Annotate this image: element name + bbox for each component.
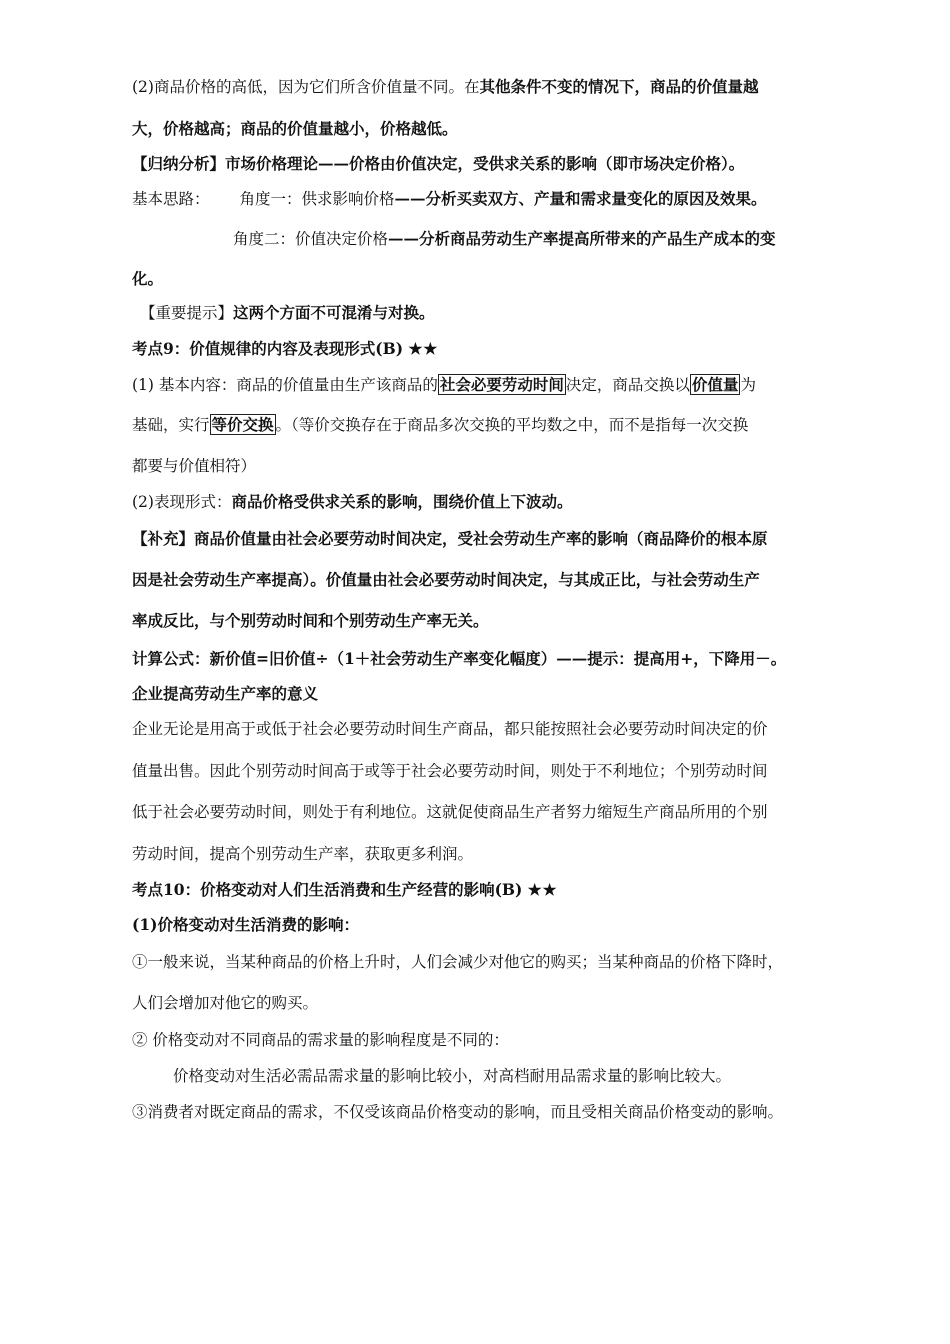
kaodian-9-basic-content-2 (132, 414, 832, 436)
text-segment: 。（等价交换存在于商品多次交换的平均数之中，而不是指每一次交换 (275, 416, 749, 434)
basic-approach-line (132, 188, 832, 210)
formula-line: 计算公式：新价值=旧价值÷（1＋社会劳动生产率变化幅度）——提示：提高用+，下降用－。 (132, 649, 787, 668)
important-note (140, 302, 840, 324)
text-segment: 决定，商品交换以 (565, 376, 690, 394)
kaodian-10-title: 考点10：价格变动对人们生活消费和生产经营的影响(B) (132, 880, 523, 899)
text-segment: (2)表现形式： (132, 493, 232, 511)
significance-heading: 企业提高劳动生产率的意义 (132, 684, 319, 703)
supplement-line-3: 率成反比，与个别劳动时间和个别劳动生产率无关。 (132, 611, 489, 630)
basic-approach-label: 基本思路： (132, 190, 210, 208)
summary-analysis (132, 153, 832, 175)
kaodian-9-title: 考点9：价值规律的内容及表现形式(B) (132, 339, 404, 358)
star-rating-icon: ★★ (527, 880, 558, 899)
angle-two-label: 角度二：价值决定价格 (233, 230, 389, 248)
heading-kaodian-9 (132, 338, 832, 360)
significance-line-4: 劳动时间，提高个别劳动生产率，获取更多利润。 (132, 845, 474, 863)
bold-text: 其他条件不变的情况下，商品的价值量越 (479, 77, 759, 96)
boxed-term: 价值量 (691, 375, 739, 394)
paragraph-price-level-cont: 大，价格越高；商品的价值量越小，价格越低。 (132, 119, 458, 138)
angle-one-text: ——分析买卖双方、产量和需求量变化的原因及效果。 (394, 189, 767, 208)
heading-kaodian-10 (132, 879, 832, 901)
boxed-term: 社会必要劳动时间 (439, 375, 564, 394)
summary-text: 市场价格理论——价格由价值决定，受供求关系的影响（即市场决定价格）。 (225, 154, 745, 173)
text-segment: (1) 基本内容：商品的价值量由生产该商品的 (132, 376, 438, 394)
text-segment: (2)商品价格的高低，因为它们所含价值量不同。在 (132, 78, 480, 96)
kaodian-10-subheading: (1)价格变动对生活消费的影响： (132, 915, 359, 934)
boxed-term: 等价交换 (211, 415, 274, 434)
paragraph-price-level (132, 76, 832, 98)
supplement-line-1: 【补充】商品价值量由社会必要劳动时间决定，受社会劳动生产率的影响（商品降价的根本原 (132, 529, 768, 548)
text-segment: 基础，实行 (132, 416, 210, 434)
star-rating-icon: ★★ (408, 339, 439, 358)
summary-label: 【归纳分析】 (132, 154, 226, 173)
angle-one-label: 角度一：供求影响价格 (239, 190, 395, 208)
text-segment: 为 (740, 376, 756, 394)
kaodian-10-point-1: ①一般来说，当某种商品的价格上升时，人们会减少对他它的购买；当某种商品的价格下降时， (132, 953, 784, 971)
kaodian-10-point-2-cont: 价格变动对生活必需品需求量的影响比较小，对高档耐用品需求量的影响比较大。 (173, 1067, 732, 1085)
significance-line-2: 值量出售。因此个别劳动时间高于或等于社会必要劳动时间，则处于不利地位；个别劳动时间 (132, 762, 768, 780)
kaodian-10-point-1-cont: 人们会增加对他它的购买。 (132, 994, 319, 1012)
significance-line-3: 低于社会必要劳动时间，则处于有利地位。这就促使商品生产者努力缩短生产商品所用的个别 (132, 803, 768, 821)
important-note-label: 【重要提示】 (140, 304, 234, 322)
kaodian-9-basic-content (132, 374, 832, 396)
supplement-line-2: 因是社会劳动生产率提高）。价值量由社会必要劳动时间决定，与其成正比，与社会劳动生产 (132, 570, 760, 589)
important-note-text: 这两个方面不可混淆与对换。 (233, 303, 435, 322)
angle-two-line (233, 228, 933, 250)
angle-two-text: ——分析商品劳动生产率提高所带来的产品生产成本的变 (388, 229, 776, 248)
angle-two-cont: 化。 (132, 269, 164, 288)
kaodian-10-point-2: ② 价格变动对不同商品的需求量的影响程度是不同的： (132, 1031, 509, 1049)
kaodian-9-basic-content-3: 都要与价值相符） (132, 457, 257, 475)
kaodian-9-form (132, 491, 832, 513)
kaodian-10-point-3: ③消费者对既定商品的需求，不仅受该商品价格变动的影响，而且受相关商品价格变动的影响。 (132, 1103, 784, 1121)
bold-text: 商品价格受供求关系的影响，围绕价值上下波动。 (231, 492, 573, 511)
significance-line-1: 企业无论是用高于或低于社会必要劳动时间生产商品，都只能按照社会必要劳动时间决定的价 (132, 720, 768, 738)
